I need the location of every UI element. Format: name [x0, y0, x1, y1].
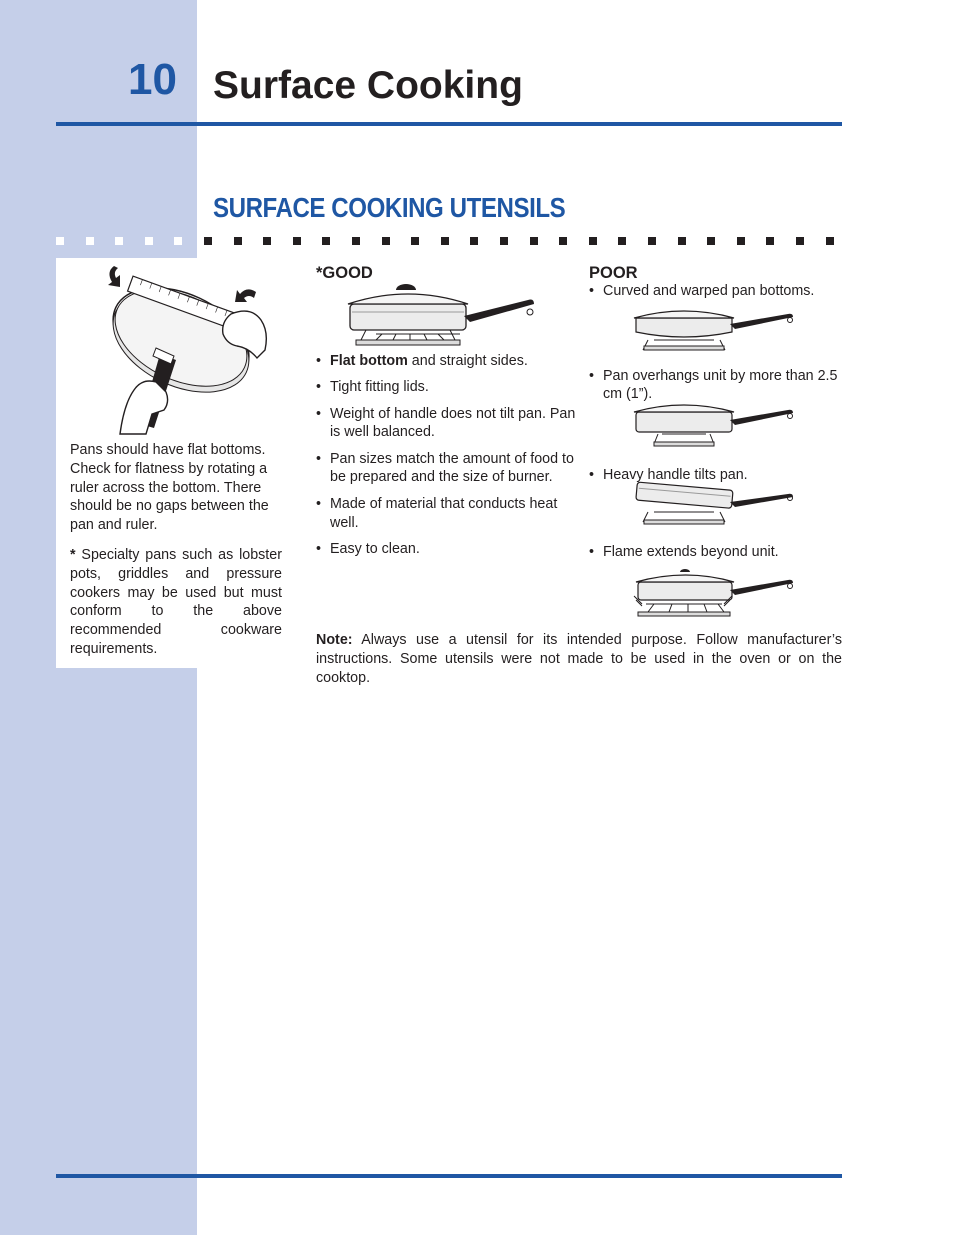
divider-square	[145, 237, 153, 245]
flat-bottom-rest: and straight sides.	[407, 353, 528, 369]
pan-on-burner-illustration	[632, 566, 802, 618]
divider-square	[352, 237, 360, 245]
list-item: • Made of material that conducts heat well.	[316, 495, 578, 533]
good-list	[316, 352, 578, 566]
divider-square	[322, 237, 330, 245]
divider-square	[707, 237, 715, 245]
pan-on-burner-illustration	[632, 398, 802, 448]
divider-square	[86, 237, 94, 245]
poor-item-text: Heavy handle tilts pan.	[603, 467, 748, 483]
dotted-divider	[56, 237, 846, 246]
note-label: Note:	[316, 632, 353, 648]
note-text: Always use a utensil for its intended purpose. Follow manufacturer’s instructions. Some utensils were not made to be used in the oven or on the cooktop.	[316, 632, 842, 686]
poor-item-heavy-handle: • Heavy handle tilts pan.	[589, 467, 748, 483]
flat-bottom-emphasis: Flat bottom	[330, 353, 408, 369]
divider-square	[530, 237, 538, 245]
divider-square	[500, 237, 508, 245]
divider-square	[678, 237, 686, 245]
header-rule	[56, 122, 842, 126]
pan-on-burner-illustration	[346, 282, 546, 348]
divider-square	[382, 237, 390, 245]
divider-square	[589, 237, 597, 245]
poor-heading: POOR	[589, 264, 638, 282]
list-item: • Weight of handle does not tilt pan. Pan is well balanced.	[316, 405, 578, 443]
list-item: • Tight fitting lids.	[316, 378, 578, 397]
left-column-text	[70, 441, 282, 670]
divider-square	[293, 237, 301, 245]
list-item: • Easy to clean.	[316, 540, 578, 559]
poor-item-flame: • Flame extends beyond unit.	[589, 544, 779, 560]
divider-square	[263, 237, 271, 245]
pan-on-burner-illustration	[632, 300, 802, 352]
footer-rule	[56, 1174, 842, 1178]
rotate-arrow-icon	[235, 289, 256, 302]
divider-square	[826, 237, 834, 245]
poor-item-overhang: • Pan overhangs unit by more than 2.5 cm (1”).	[589, 368, 838, 402]
list-item	[316, 352, 578, 371]
ruler-on-pan-illustration	[86, 256, 286, 436]
divider-square	[648, 237, 656, 245]
divider-square	[204, 237, 212, 245]
good-heading: *GOOD	[316, 264, 373, 282]
specialty-pans-text: Specialty pans such as lobster pots, griddles and pressure cookers may be used but must conform to the above recommended cookware requirements.	[70, 546, 282, 657]
section-title: SURFACE COOKING UTENSILS	[213, 192, 566, 223]
divider-square	[737, 237, 745, 245]
divider-square	[766, 237, 774, 245]
flatness-paragraph: Pans should have flat bottoms. Check for flatness by rotating a ruler across the bottom. There should be no gaps between the pan and ruler.	[70, 442, 269, 534]
divider-square	[174, 237, 182, 245]
rotate-arrow-icon	[108, 266, 120, 287]
pan-on-burner-illustration	[632, 480, 802, 528]
divider-square	[234, 237, 242, 245]
poor-item-text: Flame extends beyond unit.	[603, 544, 779, 560]
poor-item-text: Pan overhangs unit by more than 2.5 cm (1”).	[603, 368, 838, 402]
divider-square	[559, 237, 567, 245]
list-item: • Pan sizes match the amount of food to be prepared and the size of burner.	[316, 450, 578, 488]
page-title: Surface Cooking	[213, 64, 523, 107]
divider-square	[618, 237, 626, 245]
page-number: 10	[128, 55, 177, 104]
divider-square	[470, 237, 478, 245]
specialty-pans-paragraph	[70, 546, 282, 659]
divider-square	[56, 237, 64, 245]
divider-square	[441, 237, 449, 245]
asterisk-marker: *	[70, 546, 76, 563]
poor-item-text: Curved and warped pan bottoms.	[603, 283, 815, 299]
divider-square	[411, 237, 419, 245]
divider-square	[796, 237, 804, 245]
note-paragraph	[316, 631, 842, 688]
divider-square	[115, 237, 123, 245]
poor-item-warped: • Curved and warped pan bottoms.	[589, 283, 815, 299]
